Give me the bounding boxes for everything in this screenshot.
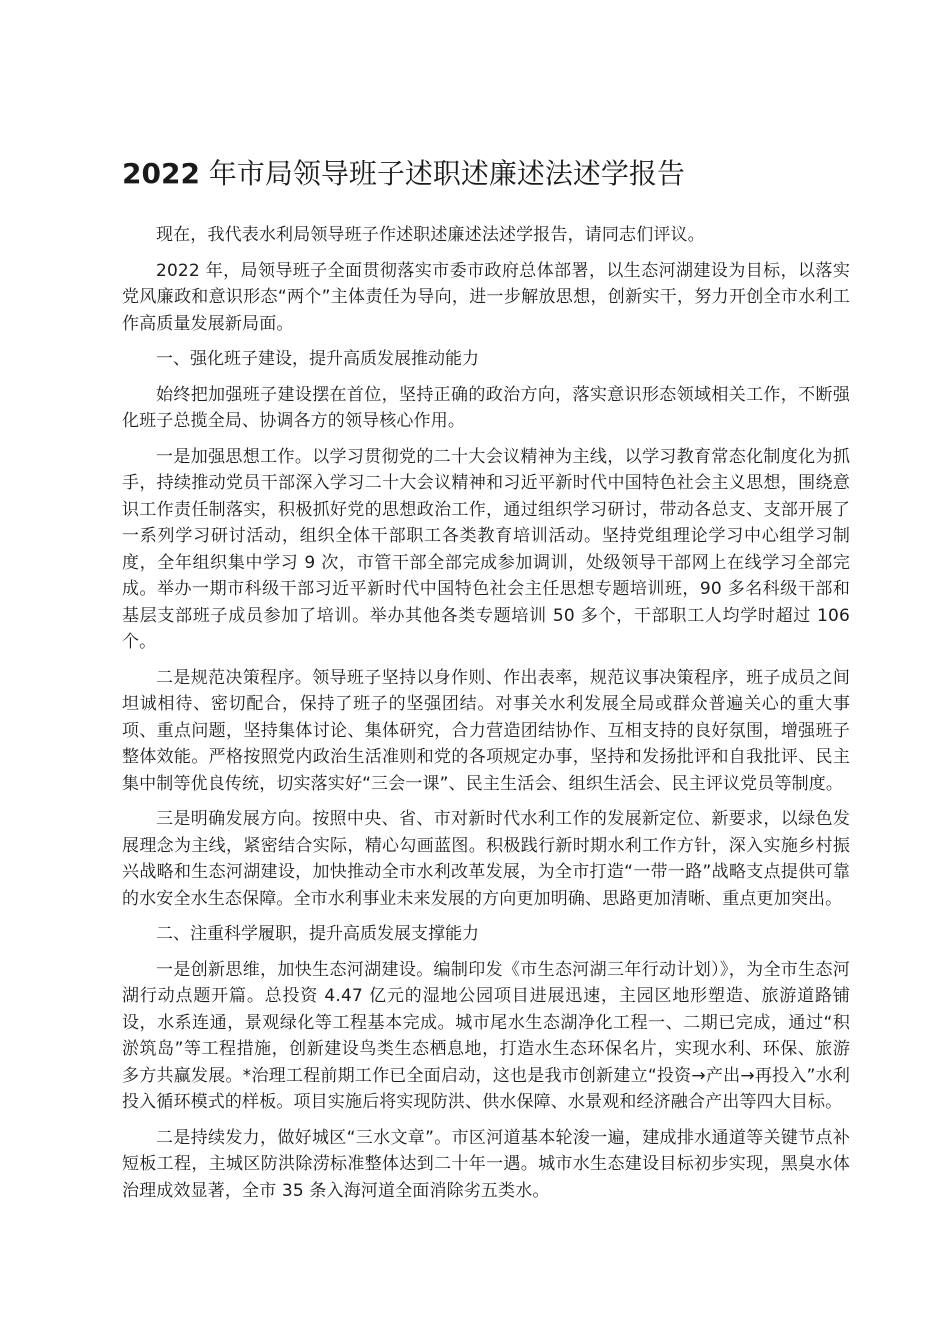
paragraph-overview: 2022 年，局领导班子全面贯彻落实市委市政府总体部署，以生态河湖建设为目标，以落实党风廉政和意识形态“两个”主体责任为导向，进一步解放思想，创新实干，努力开创全市水利工作高质量发展新局面。 [122,260,850,334]
paragraph-section-1-intro: 始终把加强班子建设摆在首位，坚持正确的政治方向，落实意识形态领域相关工作，不断强化班子总揽全局、协调各方的领导核心作用。 [122,384,850,431]
document-page [122,150,850,1213]
paragraph-urban-water: 二是持续发力，做好城区“三水文章”。市区河道基本轮浚一遍，建成排水通道等关键节点补短板工程，主城区防洪除涝标准整体达到二十年一遇。城市水生态建设目标初步实现，黑臭水体治理成效显著，全市 35 条入海河道全面消除劣五类水。 [122,1127,850,1201]
paragraph-intro: 现在，我代表水利局领导班子作述职述廉述法述学报告，请同志们评议。 [156,225,705,245]
section-heading-2: 二、注重科学履职，提升高质发展支撑能力 [156,924,479,944]
paragraph-ideology-work: 一是加强思想工作。以学习贯彻党的二十大会议精神为主线，以学习教育常态化制度化为抓手，持续推动党员干部深入学习二十大会议精神和习近平新时代中国特色社会主义思想，围绕意识工作责任制落实，积极抓好党的思想政治工作，通过组织学习研讨，带动各总支、支部开展了一系列学习研讨活动，组织全体干部职工各类教育培训活动。坚持党组理论学习中心组学习制度，全年组织集中学习 9 次，市管干部全部完成参加调训，处级领导干部网上在线学习全部完成。举办一期市科级干部习近平新时代中国特色社会主任思想专题培训班，90 多名科级干部和基层支部班子成员参加了培训。举办其他各类专题培训 50 多个，干部职工人均学时超过 106 个。 [122,446,850,652]
paragraph-development-direction: 三是明确发展方向。按照中央、省、市对新时代水利工作的发展新定位、新要求，以绿色发展理念为主线，紧密结合实际，精心勾画蓝图。积极践行新时期水利工作方针，深入实施乡村振兴战略和生态河湖建设，加快推动全市水利改革发展，为全市打造“一带一路”战略支点提供可靠的水安全水生态保障。全市水利事业未来发展的方向更加明确、思路更加清晰、重点更加突出。 [122,809,850,909]
paragraph-eco-lakes: 一是创新思维，加快生态河湖建设。编制印发《市生态河湖三年行动计划）》，为全市生态河湖行动点题开篇。总投资 4.47 亿元的湿地公园项目进展迅速，主园区地形塑造、旅游道路铺设，水系连通，景观绿化等工程基本完成。城市尾水生态湖净化工程一、二期已完成，通过“积淤筑岛”等工程措施，创新建设鸟类生态栖息地，打造水生态环保名片，实现水利、环保、旅游多方共赢发展。*治理工程前期工作已全面启动，这也是我市创新建立“投资→产出→再投入”水利投入循环模式的样板。项目实施后将实现防洪、供水保障、水景观和经济融合产出等四大目标。 [122,959,850,1112]
title-year: 2022 [122,157,200,190]
section-heading-1: 一、强化班子建设，提升高质发展推动能力 [156,349,479,369]
document-title [122,150,850,198]
title-text: 年市局领导班子述职述廉述法述学报告 [199,157,685,190]
paragraph-decision-process: 二是规范决策程序。领导班子坚持以身作则、作出表率，规范议事决策程序，班子成员之间坦诚相待、密切配合，保持了班子的坚强团结。对事关水利发展全局或群众普遍关心的重大事项、重点问题，坚持集体讨论、集体研究，合力营造团结协作、互相支持的良好氛围，增强班子整体效能。严格按照党内政治生活准则和党的各项规定办事，坚持和发扬批评和自我批评、民主集中制等优良传统，切实落实好“三会一课”、民主生活会、组织生活会、民主评议党员等制度。 [122,667,850,794]
